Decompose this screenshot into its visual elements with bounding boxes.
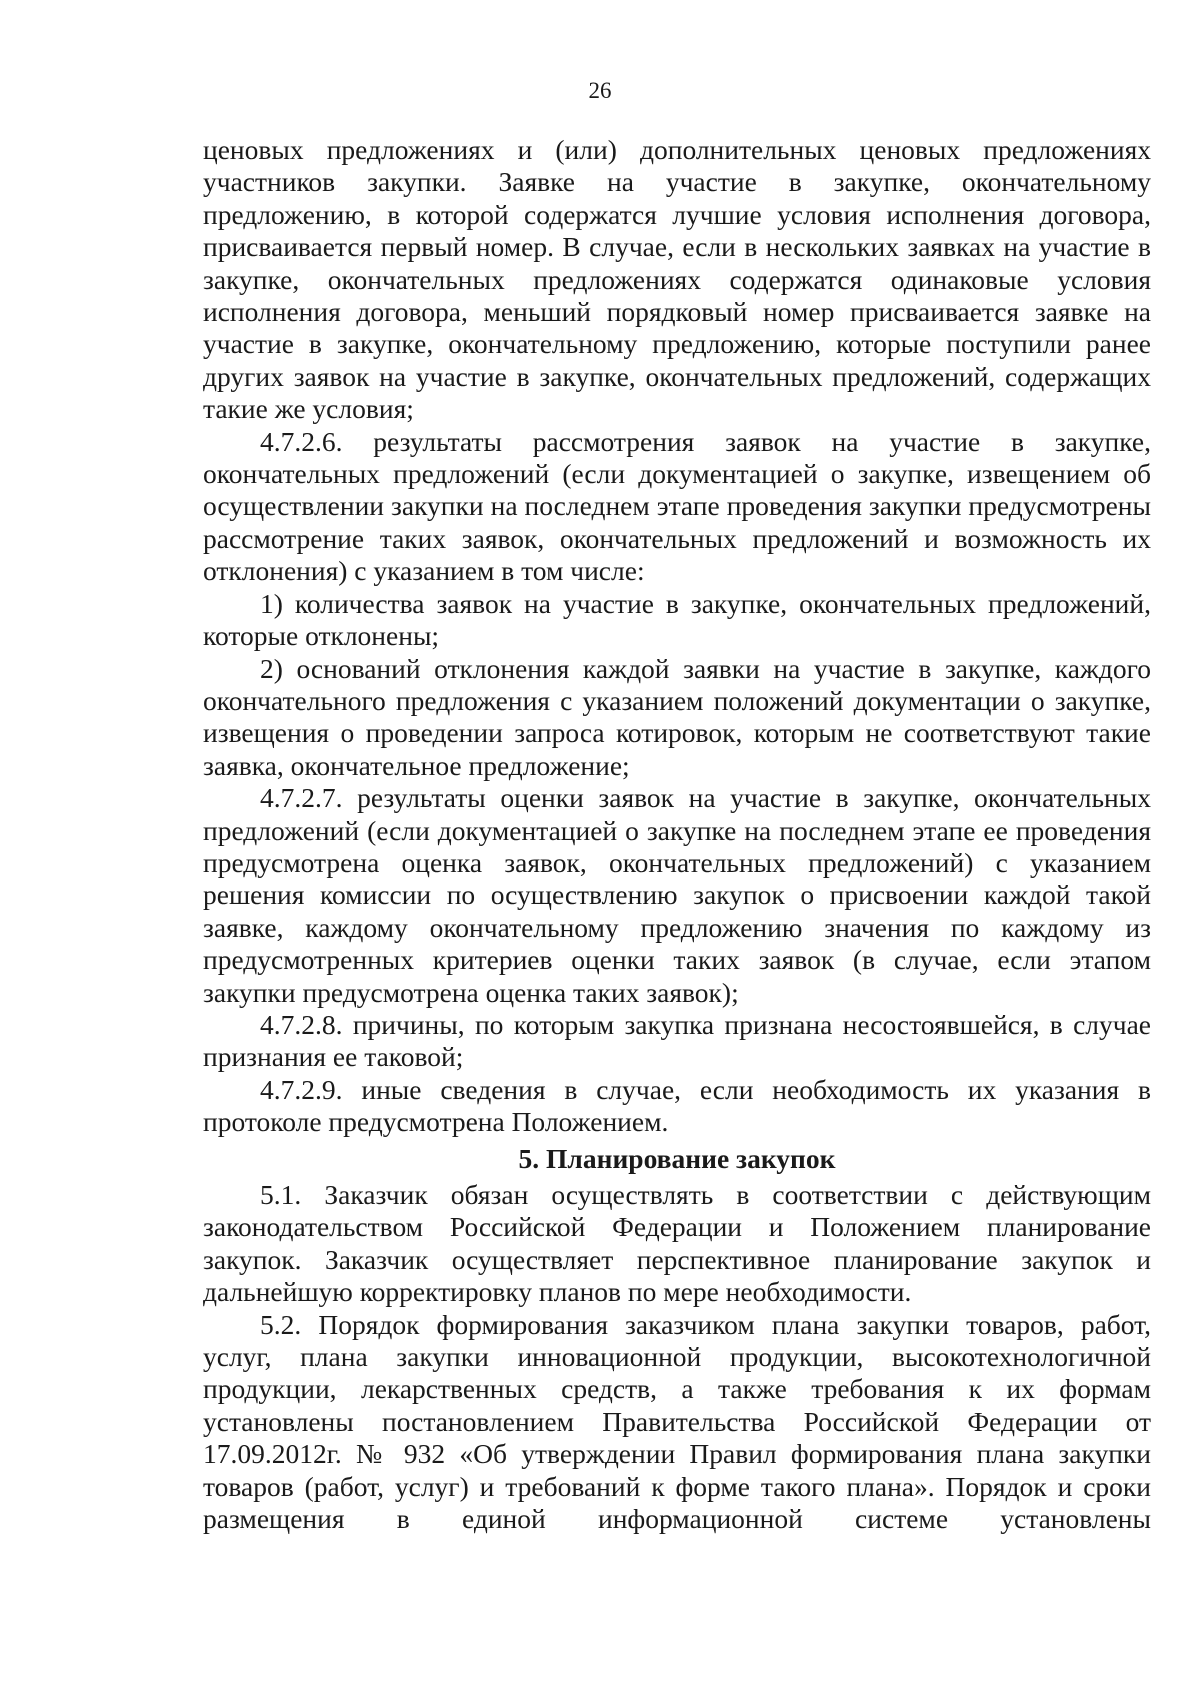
list-item-1: 1) количества заявок на участие в закупке, окончательных предложений, которые отклонены;	[203, 587, 1151, 652]
section-heading: 5. Планирование закупок	[518, 1142, 836, 1174]
paragraph-4-7-2-6: 4.7.2.6. результаты рассмотрения заявок на участие в закупке, окончательных предложений (если документацией о закупке, извещением об осуществлении закупки на последнем этапе проведения закупки предусмотрены рассмотрение таких заявок, окончательных предложений и возможность их отклонения) с указанием в том числе:	[203, 425, 1151, 587]
document-body	[203, 134, 1151, 1535]
list-item-2: 2) оснований отклонения каждой заявки на участие в закупке, каждого окончательного предложения с указанием положений документации о закупке, извещения о проведении запроса котировок, которым не соответствуют такие заявка, окончательное предложение;	[203, 652, 1151, 781]
paragraph-continuation: ценовых предложениях и (или) дополнительных ценовых предложениях участников закупки. Заявке на участие в закупке, окончательному предложению, в которой содержатся лучшие условия исполнения договора, присваивается первый номер. В случае, если в нескольких заявках на участие в закупке, окончательных предложениях содержатся одинаковые условия исполнения договора, меньший порядковый номер присваивается заявке на участие в закупке, окончательному предложению, которые поступили ранее других заявок на участие в закупке, окончательных предложений, содержащих такие же условия;	[203, 134, 1151, 425]
paragraph-5-1: 5.1. Заказчик обязан осуществлять в соответствии с действующим законодательством Российской Федерации и Положением планирование закупок. Заказчик осуществляет перспективное планирование закупок и дальнейшую корректировку планов по мере необходимости.	[203, 1179, 1151, 1308]
paragraph-4-7-2-9: 4.7.2.9. иные сведения в случае, если необходимость их указания в протоколе предусмотрена Положением.	[203, 1073, 1151, 1138]
paragraph-4-7-2-7: 4.7.2.7. результаты оценки заявок на участие в закупке, окончательных предложений (если документацией о закупке на последнем этапе ее проведения предусмотрена оценка заявок, окончательных предложений) с указанием решения комиссии по осуществлению закупок о присвоении каждой такой заявке, каждому окончательному предложению значения по каждому из предусмотренных критериев оценки таких заявок (в случае, если этапом закупки предусмотрена оценка таких заявок);	[203, 782, 1151, 1008]
paragraph-4-7-2-8: 4.7.2.8. причины, по которым закупка признана несостоявшейся, в случае признания ее таковой;	[203, 1008, 1151, 1073]
page-number: 26	[588, 78, 612, 103]
paragraph-5-2: 5.2. Порядок формирования заказчиком плана закупки товаров, работ, услуг, плана закупки инновационной продукции, высокотехнологичной продукции, лекарственных средств, а также требования к их формам установлены постановлением Правительства Российской Федерации от 17.09.2012г. № 932 «Об утверждении Правил формирования плана закупки товаров (работ, услуг) и требований к форме такого плана». Порядок и сроки размещения в единой информационной системе установлены	[203, 1308, 1151, 1535]
